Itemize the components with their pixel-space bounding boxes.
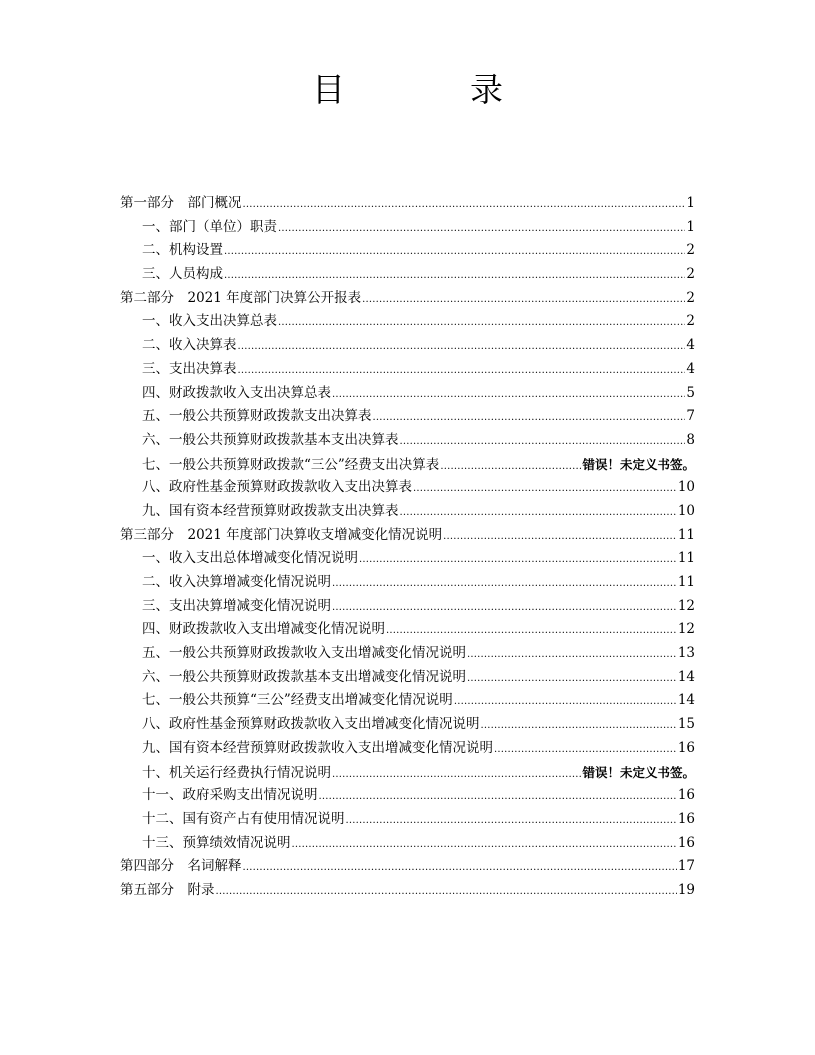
toc-subsection-entry[interactable] [120,689,695,713]
toc-dot-leader [400,501,677,525]
toc-page-number: 16 [677,787,695,804]
toc-entry-label: 九、国有资本经营预算财政拨款支出决算表 [142,502,399,519]
toc-subsection-entry[interactable] [120,429,695,453]
toc-entry-label: 九、国有资本经营预算财政拨款收入支出增减变化情况说明 [142,739,493,756]
toc-page-number: 1 [686,195,695,211]
toc-entry-label: 一、部门（单位）职责 [142,218,277,235]
toc-dot-leader [373,406,686,430]
toc-subsection-entry[interactable] [120,239,695,263]
page-title: 目 录 [312,70,549,109]
toc-dot-leader [346,809,677,833]
toc-dot-leader [216,880,677,904]
toc-page-number: 10 [677,502,695,519]
toc-dot-leader [359,548,677,572]
toc-page-number: 4 [686,360,695,377]
toc-page-number: 16 [677,739,695,756]
toc-dot-leader [440,455,581,479]
toc-dot-leader [332,572,677,596]
toc-subsection-entry[interactable] [120,358,695,382]
toc-section-entry[interactable] [120,524,695,548]
toc-dot-leader [467,667,677,691]
toc-page-number: 16 [677,810,695,827]
toc-entry-label: 十、机关运行经费执行情况说明 [142,764,331,781]
toc-entry-label: 五、一般公共预算财政拨款支出决算表 [142,408,372,425]
toc-page-number: 2 [686,289,695,306]
toc-dot-leader [443,525,677,549]
toc-subsection-entry[interactable] [120,476,695,500]
toc-page-number: 5 [686,384,695,401]
toc-entry-label: 八、政府性基金预算财政拨款收入支出决算表 [142,479,412,496]
toc-entry-label: 二、收入决算表 [142,337,237,354]
toc-page-number: 11 [677,526,695,543]
toc-entry-label: 二、收入决算增减变化情况说明 [142,574,331,590]
toc-entry-label: 十二、国有资产占有使用情况说明 [142,810,345,827]
toc-entry-label: 三、支出决算增减变化情况说明 [142,597,331,614]
toc-page-number: 13 [677,645,695,662]
toc-page-number: 2 [686,266,695,283]
toc-section-entry[interactable] [120,287,695,311]
toc-section-entry[interactable] [120,879,695,903]
toc-subsection-entry[interactable] [120,571,695,595]
toc-page-number: 错误！未定义书签。 [582,456,695,472]
toc-subsection-entry[interactable] [120,642,695,666]
toc-entry-label: 一、收入支出决算总表 [142,313,277,330]
toc-dot-leader [454,690,677,714]
toc-dot-leader [467,643,677,667]
toc-entry-label: 十一、政府采购支出情况说明 [142,787,318,804]
toc-subsection-entry[interactable] [120,595,695,619]
toc-entry-label: 第三部分 2021 年度部门决算收支增减变化情况说明 [120,526,443,543]
toc-entry-label: 八、政府性基金预算财政拨款收入支出增减变化情况说明 [142,716,480,733]
toc-subsection-entry[interactable] [120,547,695,571]
toc-page-number: 11 [677,550,695,567]
toc-subsection-entry[interactable] [120,808,695,832]
toc-section-entry[interactable] [120,855,695,879]
toc-entry-label: 第四部分 名词解释 [120,858,242,875]
toc-page-number: 4 [686,337,695,354]
toc-dot-leader [243,856,677,880]
toc-subsection-entry[interactable] [120,500,695,524]
toc-subsection-entry[interactable] [120,618,695,642]
toc-dot-leader [319,785,677,809]
toc-subsection-entry[interactable] [120,382,695,406]
toc-dot-leader [238,335,686,359]
toc-dot-leader [224,240,685,264]
table-of-contents [120,192,695,903]
toc-subsection-entry[interactable] [120,784,695,808]
toc-subsection-entry[interactable] [120,761,695,785]
toc-dot-leader [494,738,677,762]
toc-subsection-entry[interactable] [120,737,695,761]
toc-entry-label: 第二部分 2021 年度部门决算公开报表 [120,289,362,306]
toc-dot-leader [400,430,686,454]
toc-page-number: 10 [677,479,695,496]
toc-entry-label: 一、收入支出总体增减变化情况说明 [142,550,358,567]
toc-page-number: 16 [677,834,695,851]
toc-entry-label: 四、财政拨款收入支出增减变化情况说明 [142,621,385,638]
toc-subsection-entry[interactable] [120,216,695,240]
toc-page-number: 2 [686,242,695,259]
toc-dot-leader [243,193,686,217]
toc-page-number: 1 [686,218,695,235]
toc-page-number: 12 [677,597,695,614]
toc-page-number: 7 [686,408,695,425]
toc-entry-label: 第一部分 部门概况 [120,195,242,211]
toc-page-number: 11 [677,574,695,590]
toc-entry-label: 二、机构设置 [142,242,223,259]
toc-dot-leader [292,833,677,857]
toc-page-number: 15 [677,716,695,733]
toc-dot-leader [278,217,685,241]
toc-dot-leader [224,264,685,288]
toc-entry-label: 第五部分 附录 [120,881,215,898]
toc-dot-leader [332,596,677,620]
toc-subsection-entry[interactable] [120,263,695,287]
toc-entry-label: 六、一般公共预算财政拨款基本支出决算表 [142,431,399,448]
toc-page-number: 12 [677,621,695,638]
toc-page-number: 错误！未定义书签。 [582,764,695,780]
toc-subsection-entry[interactable] [120,405,695,429]
toc-dot-leader [481,714,677,738]
toc-page-number: 2 [686,313,695,330]
toc-entry-label: 三、人员构成 [142,266,223,283]
toc-subsection-entry[interactable] [120,310,695,334]
toc-section-entry[interactable] [120,192,695,216]
toc-page-number: 14 [677,692,695,709]
toc-entry-label: 七、一般公共预算“三公”经费支出增减变化情况说明 [142,692,453,709]
toc-dot-leader [278,311,685,335]
toc-dot-leader [238,359,686,383]
toc-entry-label: 六、一般公共预算财政拨款基本支出增减变化情况说明 [142,668,466,685]
toc-entry-label: 三、支出决算表 [142,360,237,377]
toc-subsection-entry[interactable] [120,713,695,737]
toc-entry-label: 十三、预算绩效情况说明 [142,834,291,851]
toc-subsection-entry[interactable] [120,832,695,856]
toc-page-number: 8 [686,431,695,448]
toc-entry-label: 七、一般公共预算财政拨款“三公”经费支出决算表 [142,456,440,473]
toc-entry-label: 五、一般公共预算财政拨款收入支出增减变化情况说明 [142,645,466,662]
toc-entry-label: 四、财政拨款收入支出决算总表 [142,384,331,401]
toc-dot-leader [362,288,685,312]
toc-dot-leader [332,763,581,787]
toc-page-number: 14 [677,668,695,685]
toc-dot-leader [332,383,685,407]
toc-subsection-entry[interactable] [120,453,695,477]
toc-page-number: 19 [677,881,695,898]
toc-subsection-entry[interactable] [120,666,695,690]
toc-subsection-entry[interactable] [120,334,695,358]
toc-dot-leader [386,619,677,643]
toc-dot-leader [413,477,677,501]
toc-page-number: 17 [677,858,695,875]
